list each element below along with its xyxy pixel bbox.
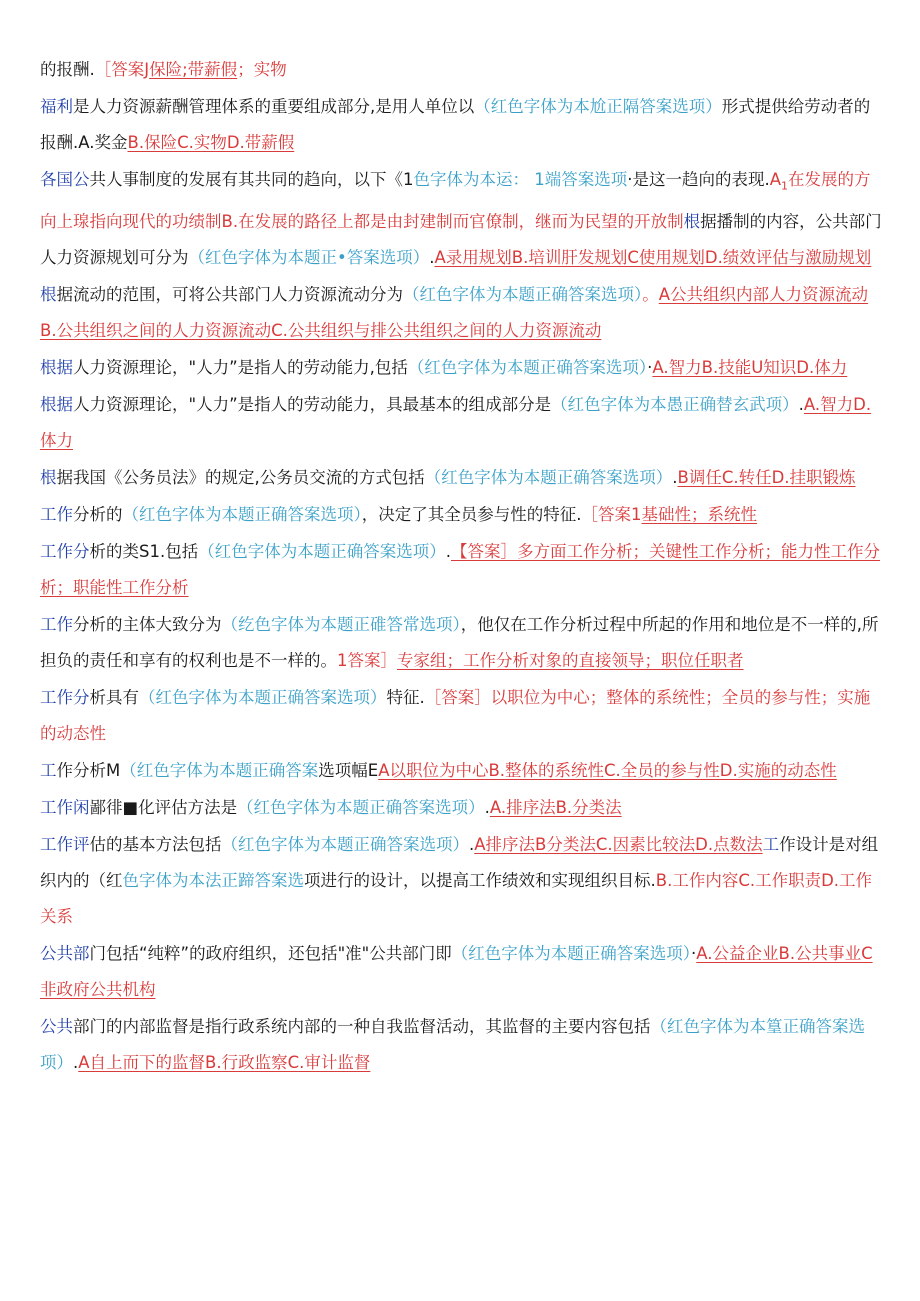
text-run: 作分析M [56, 761, 121, 781]
text-run: 保险;带薪假 [149, 60, 238, 79]
text-run: 据流动的范围，可将公共部门人力资源流动分为 [56, 285, 403, 305]
text-run: 人力资源理论，"人力”是指人的劳动能力,包括 [73, 358, 408, 378]
text-run: 福利 [40, 97, 73, 116]
text-run: 工作 [40, 505, 73, 525]
text-run: ；实物 [237, 60, 287, 79]
text-run: 工作 [40, 615, 73, 635]
text-run: 根据 [40, 395, 73, 415]
text-run: （纥色字体为本题正碓答常选项） [221, 615, 461, 635]
text-run: 工作评 [40, 835, 90, 855]
text-run: 人力资源理论，"人力”是指人的劳动能力，具最基本的组成部分是 [73, 395, 552, 415]
text-run: · [647, 358, 653, 378]
text-run: A公共组织内部人力资源流动B.公共组织之间的人力资源流动C.公共组织与排公共组织之间的人力资源流动 [40, 285, 869, 341]
text-run: A自上而下的监督B.行政监察C.审计监督 [78, 1053, 371, 1073]
text-run: . [469, 835, 475, 855]
question-paragraph [40, 277, 882, 349]
text-run: 的报酬. [40, 60, 95, 79]
text-run: · [691, 944, 697, 964]
text-run: 工 [40, 761, 57, 781]
question-paragraph [40, 460, 882, 496]
text-run: 工作分 [40, 542, 90, 562]
text-run: （红色字体为本题正确答案选项） [198, 542, 446, 562]
text-run: ，他仅在工作分析过程中所起的作用和地位是不一样的,所担负的责任和享有的权利也是不一样的。 [40, 615, 879, 671]
text-run: 公共 [40, 1017, 73, 1037]
question-paragraph [40, 680, 882, 752]
text-run: （红色字体为本题正确答案选项） [237, 798, 485, 818]
text-run: A.智力B.技能U知识D.体力 [652, 358, 848, 378]
text-run: （红色字体为本尬正隔答案选项） [474, 97, 722, 116]
text-run: B调任C.转任D.挂职锻炼 [677, 468, 856, 488]
text-run: 基础性；系统性 [641, 505, 757, 525]
text-run: 选项幅E [318, 761, 379, 781]
text-run: 项进行的设计，以提高工作绩效和实现组织目标. [304, 871, 656, 891]
text-run: A录用规划B.培训肝发规划C使用规划D.绩效评估与激励规划 [434, 248, 872, 268]
question-paragraph [40, 534, 882, 606]
text-run: . [445, 542, 451, 562]
text-run: （红色字体为本题正•答案选项） [188, 248, 430, 268]
text-run: 作设计是对组织内的（红 [40, 835, 879, 891]
text-run: 共人事制度的发展有其共同的趋向，以下《1 [89, 170, 414, 189]
text-run: ［答案］以职位为中心；整体的系统性；全员的参与性；实施的动态性 [40, 688, 871, 744]
text-run: 形式提供给劳动者的报酬.A.奖金 [40, 97, 871, 152]
text-run: ·是这一趋向的表现. [627, 170, 770, 189]
text-run: 特征. [386, 688, 425, 708]
text-run: 色字体为本法正蹄答案选 [122, 871, 304, 891]
text-run: 根 [40, 285, 57, 305]
text-run: . [73, 1053, 79, 1073]
text-run: 是人力资源薪酬管理体系的重要组成部分,是用人单位以 [73, 97, 475, 116]
question-paragraph [40, 936, 882, 1008]
text-run: （红色字体为本篁正确答案选项） [40, 1017, 865, 1073]
text-run: 各国公 [40, 170, 90, 189]
question-paragraph [40, 162, 882, 276]
text-run: 工作闲 [40, 798, 90, 818]
question-paragraph [40, 89, 882, 161]
text-run: B.工作内容C.工作职责D.工作关系 [40, 871, 873, 927]
text-run: 根 [40, 468, 57, 488]
question-paragraph [40, 52, 882, 88]
text-run: 根 [683, 212, 701, 232]
text-run: 1答案］ [337, 651, 397, 671]
question-paragraph [40, 497, 882, 533]
text-run: 门包括“纯粹”的政府组织，还包括"准"公共部门即 [89, 944, 452, 964]
text-run: 析具有 [89, 688, 139, 708]
question-paragraph [40, 827, 882, 935]
question-paragraph [40, 753, 882, 789]
text-run: . [484, 798, 490, 818]
text-run: 在发展的方向上瑔指向现代的功绩制B.在发展的路径上都是由封建制而官僚制，继而为民望的开放制 [40, 170, 871, 232]
text-run: . [672, 468, 678, 488]
text-run: A.排序法B.分类法 [489, 798, 622, 818]
text-run: A [769, 170, 782, 189]
text-run: （红色字体为本题正确答案选项） [221, 835, 469, 855]
text-run: A以职位为中心B.整体的系统性C.全员的参与性D.实施的动态性 [378, 761, 837, 781]
text-run: 分析的 [73, 505, 123, 525]
text-run: 工 [762, 835, 780, 855]
text-run: 分析的主体大致分为 [73, 615, 222, 635]
question-paragraph [40, 607, 882, 679]
text-run: （红色字体为本愚正确替玄武项） [551, 395, 799, 415]
text-run: B.保险C.实物D.带薪假 [127, 133, 295, 152]
text-run: 。 [642, 285, 659, 305]
question-paragraph [40, 350, 882, 386]
text-run: 据播制的内容，公共部门人力资源规划可分为 [40, 212, 882, 268]
text-run: 据我国《公务员法》的规定,公务员交流的方式包括 [56, 468, 425, 488]
text-run: . [798, 395, 804, 415]
text-run: 工作分 [40, 688, 90, 708]
text-run: 1 [781, 179, 789, 193]
text-run: （红色字体为本题正确答案 [120, 761, 319, 781]
text-run: （红色字体为本题正确答案选项） [407, 358, 648, 378]
text-run: 根据 [40, 358, 73, 378]
text-run: ，决定了其全员参与性的特征. [361, 505, 582, 525]
text-run: （红色字体为本题正确答案选项） [403, 285, 643, 305]
text-run: 公共部 [40, 944, 90, 964]
text-run: 部门的内部监督是指行政系统内部的一种自我监督活动，其监督的主要内容包括 [73, 1017, 651, 1037]
text-run: 鄙徘■化评估方法是 [89, 798, 238, 818]
text-run: A排序法B分类法C.因素比较法D.点数法 [474, 835, 763, 855]
text-run: 专家组；工作分析对象的直接领导；职位任职者 [397, 651, 744, 671]
text-run: ［答案1 [581, 505, 642, 525]
question-paragraph [40, 387, 882, 459]
text-run: 色字体为本运： 1端答案选项 [413, 170, 628, 189]
text-run: （红色字体为本题正确答案选项） [139, 688, 387, 708]
text-run: （红色字体为本题正确答案选项） [424, 468, 673, 488]
question-paragraph [40, 790, 882, 826]
text-run: （红色字体为本题正确答案选项） [122, 505, 362, 525]
text-run: . [429, 248, 435, 268]
document-page [40, 52, 882, 1082]
text-run: ［答案J [94, 60, 150, 79]
text-run: （红色字体为本题正确答案选项） [451, 944, 692, 964]
text-run: 析的类S1.包括 [89, 542, 199, 562]
text-run: 【答案］多方面工作分析；关键性工作分析；能力性工作分析；职能性工作分析 [40, 542, 880, 598]
text-run: A.公益企业B.公共事业C非政府公共机构 [40, 944, 873, 1000]
text-run: A.智力D.体力 [40, 395, 872, 451]
question-paragraph [40, 1009, 882, 1081]
text-run: 估的基本方法包括 [89, 835, 222, 855]
